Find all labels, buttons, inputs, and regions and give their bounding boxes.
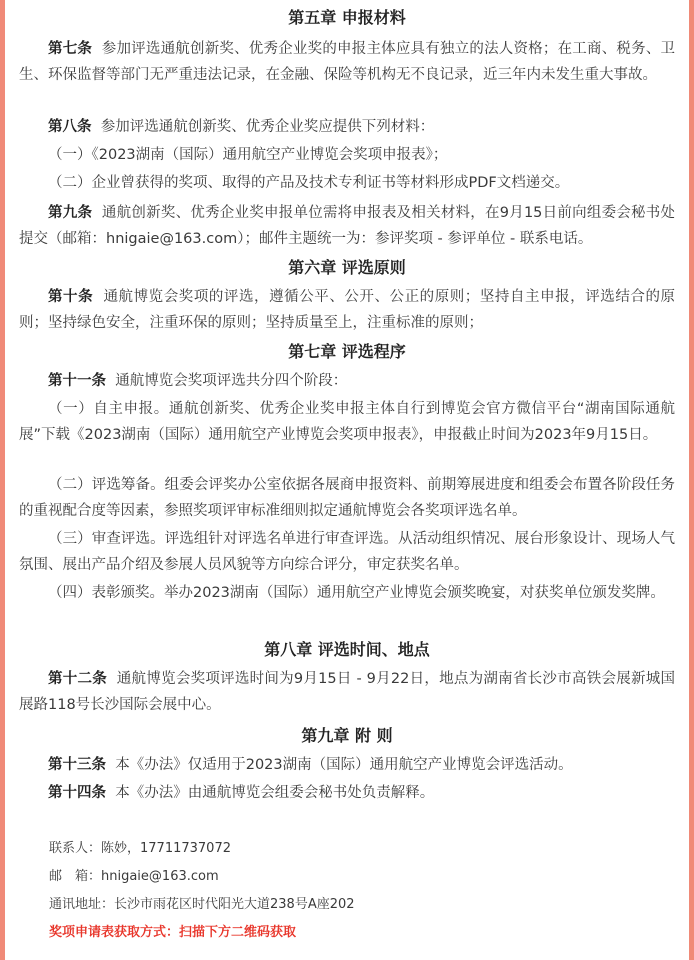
article-11-item-2: （二）评选筹备。组委会评奖办公室依据各展商申报资料、前期筹展进度和组委会布置各阶段任务的重视配合度等因素，参照奖项评审标准细则拟定通航博览会各奖项评选名单。 (19, 477, 675, 519)
article-10-text: 通航博览会奖项的评选，遵循公平、公开、公正的原则；坚持自主申报，评选结合的原则；坚持绿色安全，注重环保的原则；坚持质量至上，注重标准的原则； (19, 289, 676, 331)
article-14 (19, 780, 675, 806)
chapter-6-heading: 第六章 评选原则 (288, 258, 406, 277)
article-12 (19, 666, 675, 718)
article-9-text: 通航创新奖、优秀企业奖申报单位需将申报表及相关材料，在9月15日前向组委会秘书处提交（邮箱：hnigaie@163.com）；邮件主题统一为：参评奖项 - 参评单位 - 联系电话。 (19, 205, 676, 247)
article-11 (19, 368, 675, 394)
article-8-label: 第八条 (48, 119, 92, 135)
article-11-text: 通航博览会奖项评选共分四个阶段： (115, 373, 348, 389)
article-13-text: 本《办法》仅适用于2023湖南（国际）通用航空产业博览会评选活动。 (115, 757, 573, 773)
article-11-item-4: （四）表彰颁奖。举办2023湖南（国际）通用航空产业博览会颁奖晚宴，对获奖单位颁发奖牌。 (48, 585, 665, 601)
contact-person: 联系人：陈妙，17711737072 (49, 841, 231, 856)
article-9-label: 第九条 (48, 205, 93, 221)
contact-address: 通讯地址：长沙市雨花区时代阳光大道238号A座202 (49, 897, 355, 912)
article-8-item-2: （二）企业曾获得的奖项、取得的产品及技术专利证书等材料形成PDF文档递交。 (48, 175, 570, 191)
contact-email[interactable]: 邮 箱：hnigaie@163.com (49, 869, 219, 884)
application-form-notice: 奖项申请表获取方式：扫描下方二维码获取 (49, 925, 297, 940)
article-12-label: 第十二条 (48, 671, 108, 687)
article-12-text: 通航博览会奖项评选时间为9月15日 - 9月22日，地点为湖南省长沙市高铁会展新城国展路118号长沙国际会展中心。 (19, 671, 676, 713)
article-13-label: 第十三条 (48, 757, 106, 773)
article-13 (19, 752, 675, 778)
chapter-9-heading: 第九章 附 则 (301, 726, 393, 745)
article-11-item-1: （一）自主申报。通航创新奖、优秀企业奖申报主体自行到博览会官方微信平台“湖南国际通航展”下载《2023湖南（国际）通用航空产业博览会奖项申报表》，申报截止时间为2023年9月15日。 (19, 401, 675, 443)
article-14-text: 本《办法》由通航博览会组委会秘书处负责解释。 (115, 785, 435, 801)
chapter-8-heading: 第八章 评选时间、地点 (264, 640, 430, 659)
article-8 (19, 114, 675, 140)
article-9 (19, 200, 675, 252)
chapter-7-heading: 第七章 评选程序 (288, 342, 406, 361)
article-14-label: 第十四条 (48, 785, 106, 801)
article-10-label: 第十条 (48, 289, 94, 305)
article-7 (19, 36, 675, 88)
article-7-text: 参加评选通航创新奖、优秀企业奖的申报主体应具有独立的法人资格；在工商、税务、卫生、环保监督等部门无严重违法记录，在金融、保险等机构无不良记录，近三年内未发生重大事故。 (19, 41, 676, 83)
article-10 (19, 284, 675, 336)
article-11-label: 第十一条 (48, 373, 106, 389)
article-7-label: 第七条 (48, 41, 93, 57)
article-8-item-1: （一）《2023湖南（国际）通用航空产业博览会奖项申报表》； (48, 147, 448, 163)
article-11-item-3: （三）审查评选。评选组针对评选名单进行审查评选。从活动组织情况、展台形象设计、现场人气氛围、展出产品介绍及参展人员风貌等方向综合评分，审定获奖名单。 (19, 531, 675, 573)
article-8-text: 参加评选通航创新奖、优秀企业奖应提供下列材料： (100, 119, 435, 135)
chapter-5-heading: 第五章 申报材料 (288, 8, 406, 27)
